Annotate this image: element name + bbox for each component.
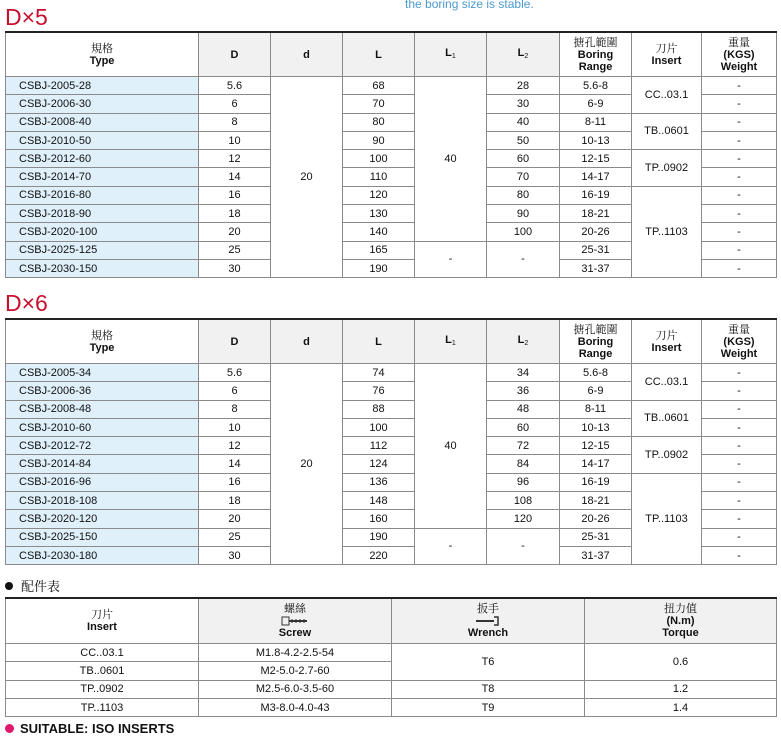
cell-L: 74: [343, 364, 415, 382]
table-row: [6, 437, 777, 455]
acc-torque: 1.4: [585, 698, 777, 716]
cell-D: 6: [199, 95, 271, 113]
cell-D: 25: [199, 528, 271, 546]
table-row: [6, 113, 777, 131]
cell-L2: 84: [487, 455, 560, 473]
cell-L2: 50: [487, 131, 560, 149]
cell-L: 120: [343, 186, 415, 204]
cell-L: 190: [343, 259, 415, 277]
wrench-icon: [474, 616, 502, 626]
header-D: D: [199, 32, 271, 77]
cell-type: CSBJ-2020-120: [6, 510, 199, 528]
cell-weight: -: [702, 259, 777, 277]
cell-L2: 36: [487, 382, 560, 400]
header-d: d: [271, 319, 343, 364]
cell-L: 112: [343, 437, 415, 455]
cell-D: 14: [199, 455, 271, 473]
cell-L: 76: [343, 382, 415, 400]
header-D: D: [199, 319, 271, 364]
header-L1: $L_1$: [415, 319, 487, 364]
cell-type: CSBJ-2010-50: [6, 131, 199, 149]
cell-L: 70: [343, 95, 415, 113]
cell-L2: 72: [487, 437, 560, 455]
cell-L2: 30: [487, 95, 560, 113]
cell-L1: 40: [415, 77, 487, 242]
cell-weight: -: [702, 546, 777, 564]
cell-D: 16: [199, 186, 271, 204]
cell-insert: CC..03.1: [632, 77, 702, 114]
acc-screw: M2.5-6.0-3.5-60: [199, 680, 392, 698]
acc-header-wrench: 扳手 Wrench: [392, 598, 585, 644]
cell-L1: -: [415, 241, 487, 278]
header-weight: 重量 (KGS) Weight: [702, 32, 777, 77]
table1-title: D×5: [5, 4, 48, 30]
cell-d: 20: [271, 364, 343, 565]
cell-weight: -: [702, 473, 777, 491]
cell-type: CSBJ-2030-150: [6, 259, 199, 277]
cell-L: 80: [343, 113, 415, 131]
acc-insert: TP..0902: [6, 680, 199, 698]
header-type: 規格 Type: [6, 319, 199, 364]
acc-header-screw: 螺絲 Screw: [199, 598, 392, 644]
cell-boring-range: 18-21: [560, 492, 632, 510]
cell-insert: TB..0601: [632, 113, 702, 150]
header-weight: 重量 (KGS) Weight: [702, 319, 777, 364]
cell-type: CSBJ-2014-84: [6, 455, 199, 473]
acc-screw: M2-5.0-2.7-60: [199, 662, 392, 680]
spec-table-d6: [5, 318, 777, 565]
cell-weight: -: [702, 241, 777, 259]
cell-L2: 120: [487, 510, 560, 528]
cell-type: CSBJ-2010-60: [6, 418, 199, 436]
cell-L2: 96: [487, 473, 560, 491]
table-row: [6, 698, 777, 716]
cell-L: 160: [343, 510, 415, 528]
cell-D: 5.6: [199, 77, 271, 95]
cell-type: CSBJ-2014-70: [6, 168, 199, 186]
screw-icon: [281, 616, 309, 626]
cell-L: 124: [343, 455, 415, 473]
cell-type: CSBJ-2012-72: [6, 437, 199, 455]
cell-D: 12: [199, 437, 271, 455]
cell-type: CSBJ-2030-180: [6, 546, 199, 564]
cell-weight: -: [702, 131, 777, 149]
header-insert: 刀片 Insert: [632, 319, 702, 364]
table-row: [6, 77, 777, 95]
cell-type: CSBJ-2006-30: [6, 95, 199, 113]
cell-boring-range: 25-31: [560, 241, 632, 259]
acc-insert: TP..1103: [6, 698, 199, 716]
cell-boring-range: 16-19: [560, 186, 632, 204]
cell-L2: 90: [487, 205, 560, 223]
cell-L2: 60: [487, 418, 560, 436]
cell-L: 148: [343, 492, 415, 510]
cell-L2: 48: [487, 400, 560, 418]
cell-L2: 60: [487, 150, 560, 168]
header-type: 規格 Type: [6, 32, 199, 77]
cell-type: CSBJ-2025-125: [6, 241, 199, 259]
acc-header-torque: 扭力值 (N.m) Torque: [585, 598, 777, 644]
cell-L: 100: [343, 150, 415, 168]
cell-weight: -: [702, 528, 777, 546]
cell-weight: -: [702, 364, 777, 382]
cell-type: CSBJ-2016-80: [6, 186, 199, 204]
acc-wrench: T9: [392, 698, 585, 716]
cell-insert: TP..0902: [632, 150, 702, 187]
cell-d: 20: [271, 77, 343, 278]
cell-weight: -: [702, 437, 777, 455]
cell-boring-range: 20-26: [560, 223, 632, 241]
top-caption: the boring size is stable.: [405, 0, 534, 11]
cell-D: 18: [199, 492, 271, 510]
cell-L: 110: [343, 168, 415, 186]
header-d: d: [271, 32, 343, 77]
header-L2: $L_2$: [487, 32, 560, 77]
spec-table-d5: [5, 31, 777, 278]
cell-L: 165: [343, 241, 415, 259]
acc-wrench: T8: [392, 680, 585, 698]
cell-L2: 80: [487, 186, 560, 204]
cell-boring-range: 10-13: [560, 418, 632, 436]
acc-screw: M1.8-4.2-2.5-54: [199, 644, 392, 662]
cell-type: CSBJ-2008-48: [6, 400, 199, 418]
acc-wrench: T6: [392, 644, 585, 681]
cell-L2: 100: [487, 223, 560, 241]
cell-L2: -: [487, 241, 560, 278]
acc-screw: M3-8.0-4.0-43: [199, 698, 392, 716]
header-L1: $L_1$: [415, 32, 487, 77]
cell-D: 10: [199, 131, 271, 149]
cell-D: 10: [199, 418, 271, 436]
cell-boring-range: 6-9: [560, 95, 632, 113]
cell-L2: 108: [487, 492, 560, 510]
cell-L2: 34: [487, 364, 560, 382]
table-row: [6, 186, 777, 204]
cell-weight: -: [702, 382, 777, 400]
cell-weight: -: [702, 113, 777, 131]
acc-torque: 1.2: [585, 680, 777, 698]
cell-L1: -: [415, 528, 487, 565]
cell-D: 18: [199, 205, 271, 223]
cell-D: 20: [199, 223, 271, 241]
cell-L: 100: [343, 418, 415, 436]
header-boring-range: 搪孔範圍 Boring Range: [560, 319, 632, 364]
header-L: L: [343, 319, 415, 364]
cell-boring-range: 12-15: [560, 437, 632, 455]
cell-weight: -: [702, 400, 777, 418]
header-boring-range: 搪孔範圍 Boring Range: [560, 32, 632, 77]
cell-boring-range: 8-11: [560, 400, 632, 418]
cell-weight: -: [702, 492, 777, 510]
cell-D: 25: [199, 241, 271, 259]
bullet-icon: [5, 582, 13, 590]
cell-type: CSBJ-2006-36: [6, 382, 199, 400]
cell-boring-range: 5.6-8: [560, 77, 632, 95]
cell-weight: -: [702, 205, 777, 223]
cell-L2: -: [487, 528, 560, 565]
cell-type: CSBJ-2012-60: [6, 150, 199, 168]
cell-boring-range: 31-37: [560, 546, 632, 564]
cell-D: 16: [199, 473, 271, 491]
cell-insert: TP..1103: [632, 186, 702, 277]
cell-boring-range: 10-13: [560, 131, 632, 149]
cell-boring-range: 25-31: [560, 528, 632, 546]
cell-boring-range: 18-21: [560, 205, 632, 223]
cell-L2: 70: [487, 168, 560, 186]
cell-insert: TP..0902: [632, 437, 702, 474]
cell-L1: 40: [415, 364, 487, 529]
cell-D: 5.6: [199, 364, 271, 382]
accessories-title: 配件表: [5, 576, 60, 595]
cell-type: CSBJ-2018-90: [6, 205, 199, 223]
cell-L: 190: [343, 528, 415, 546]
header-insert: 刀片 Insert: [632, 32, 702, 77]
table-row: [6, 644, 777, 662]
acc-header-insert: 刀片 Insert: [6, 598, 199, 644]
cell-type: CSBJ-2008-40: [6, 113, 199, 131]
cell-L: 68: [343, 77, 415, 95]
cell-weight: -: [702, 150, 777, 168]
cell-weight: -: [702, 186, 777, 204]
cell-D: 8: [199, 113, 271, 131]
cell-D: 30: [199, 259, 271, 277]
cell-L2: 28: [487, 77, 560, 95]
header-L2: $L_2$: [487, 319, 560, 364]
cell-L: 130: [343, 205, 415, 223]
cell-L: 140: [343, 223, 415, 241]
cell-weight: -: [702, 223, 777, 241]
acc-insert: CC..03.1: [6, 644, 199, 662]
acc-insert: TB..0601: [6, 662, 199, 680]
cell-boring-range: 20-26: [560, 510, 632, 528]
cell-type: CSBJ-2020-100: [6, 223, 199, 241]
cell-type: CSBJ-2016-96: [6, 473, 199, 491]
cell-boring-range: 8-11: [560, 113, 632, 131]
table-row: [6, 680, 777, 698]
cell-weight: -: [702, 510, 777, 528]
table2-title: D×6: [5, 290, 48, 316]
cell-D: 12: [199, 150, 271, 168]
cell-type: CSBJ-2005-34: [6, 364, 199, 382]
cell-type: CSBJ-2018-108: [6, 492, 199, 510]
cell-D: 6: [199, 382, 271, 400]
header-L: L: [343, 32, 415, 77]
cell-weight: -: [702, 168, 777, 186]
cell-boring-range: 14-17: [560, 455, 632, 473]
bullet-icon: [5, 724, 14, 733]
table-row: [6, 364, 777, 382]
cell-boring-range: 5.6-8: [560, 364, 632, 382]
cell-boring-range: 12-15: [560, 150, 632, 168]
cell-boring-range: 14-17: [560, 168, 632, 186]
cell-insert: TB..0601: [632, 400, 702, 437]
cell-D: 8: [199, 400, 271, 418]
cell-L: 136: [343, 473, 415, 491]
cell-L2: 40: [487, 113, 560, 131]
footer-label: SUITABLE: ISO INSERTS: [5, 721, 174, 736]
cell-L: 88: [343, 400, 415, 418]
cell-boring-range: 31-37: [560, 259, 632, 277]
cell-boring-range: 6-9: [560, 382, 632, 400]
cell-type: CSBJ-2005-28: [6, 77, 199, 95]
cell-L: 90: [343, 131, 415, 149]
cell-insert: CC..03.1: [632, 364, 702, 401]
table-row: [6, 473, 777, 491]
cell-weight: -: [702, 418, 777, 436]
table-row: [6, 400, 777, 418]
cell-L: 220: [343, 546, 415, 564]
cell-type: CSBJ-2025-150: [6, 528, 199, 546]
cell-D: 30: [199, 546, 271, 564]
table-row: [6, 150, 777, 168]
cell-weight: -: [702, 95, 777, 113]
cell-weight: -: [702, 77, 777, 95]
cell-D: 20: [199, 510, 271, 528]
accessories-table: [5, 597, 777, 717]
cell-insert: TP..1103: [632, 473, 702, 564]
cell-D: 14: [199, 168, 271, 186]
cell-weight: -: [702, 455, 777, 473]
cell-boring-range: 16-19: [560, 473, 632, 491]
acc-torque: 0.6: [585, 644, 777, 681]
